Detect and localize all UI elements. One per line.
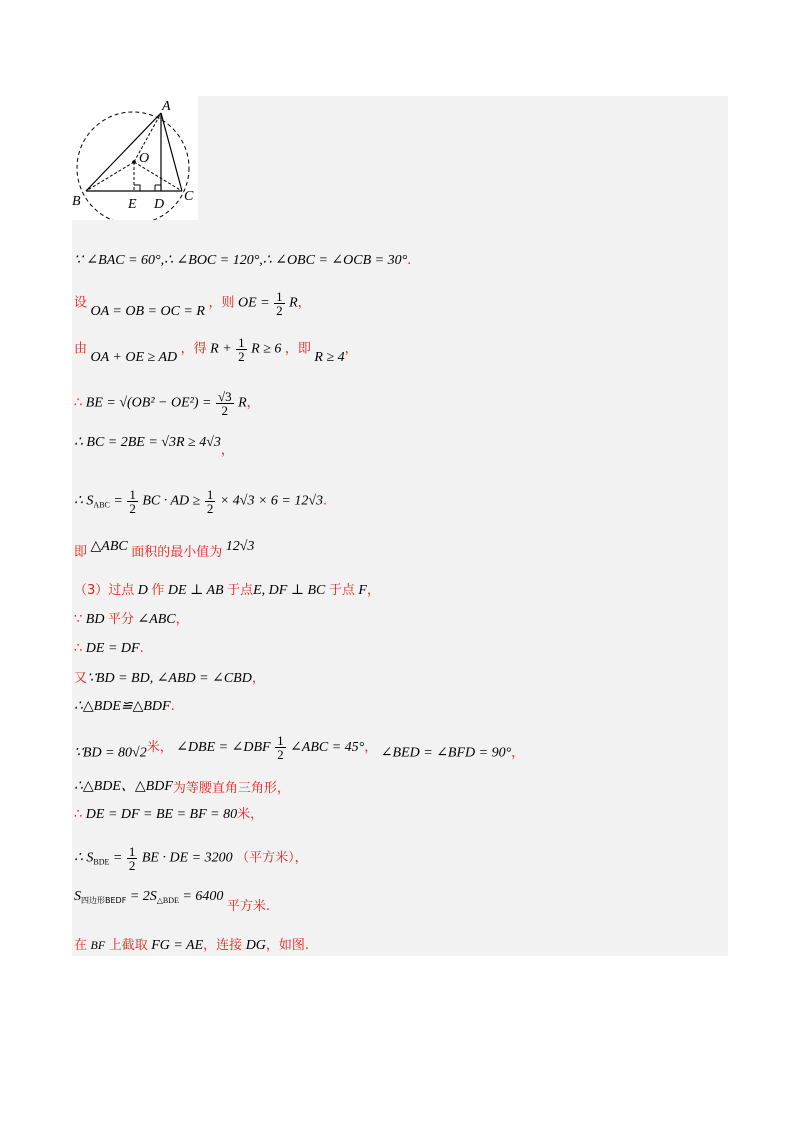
label-c: C: [184, 189, 194, 204]
math-eq: =: [113, 493, 123, 509]
punct: ，: [246, 395, 260, 411]
frac-den: 2: [238, 349, 245, 364]
math-r: R: [238, 395, 247, 411]
punct: .: [170, 699, 175, 714]
punct: ，: [344, 341, 358, 357]
frac-den: 2: [206, 501, 214, 516]
math-r-ge-6: R ≥ 6: [251, 341, 282, 357]
punct: ，: [297, 295, 311, 311]
line-congruence-conditions: [74, 670, 265, 688]
math-e-df-perp-bc: E, DF ⊥ BC: [253, 583, 326, 598]
math-bd: BD: [85, 612, 105, 627]
frac-den: 2: [276, 303, 283, 318]
math-f: F: [358, 583, 367, 598]
text-pingfen: 平分: [107, 612, 134, 627]
text-zai: 在: [74, 938, 88, 953]
frac-num: 1: [129, 487, 136, 502]
line-be: [74, 390, 260, 417]
frac-num: 1: [206, 487, 214, 502]
line-area: [74, 488, 327, 515]
label-e: E: [128, 197, 137, 212]
line-angle-relations: [74, 252, 411, 270]
text-min-area: 面积的最小值为: [131, 545, 223, 560]
text-yu-dian-2: 于点: [328, 583, 355, 598]
math-bd-80sqrt2: ∵BD = 80√2: [74, 745, 147, 761]
line-area-quadrilateral: [74, 888, 271, 914]
line-construction: [74, 936, 309, 955]
frac-num: 1: [276, 289, 283, 304]
frac-den: 2: [277, 747, 284, 762]
text-yu-dian: 于点: [227, 583, 254, 598]
text-mi: 米，: [146, 739, 173, 755]
math-eq: =: [112, 850, 123, 866]
math-be: BE = √(OB² − OE²) =: [85, 395, 212, 411]
math-2s: = 2S: [129, 889, 157, 904]
frac-den: 2: [129, 501, 136, 516]
math-oa-ob-oc: OA = OB = OC = R: [90, 303, 205, 319]
math-de-eq-df: DE = DF: [85, 641, 140, 656]
subscript-quadrilateral: 四边形BEDF: [81, 896, 127, 905]
text-she: 设: [74, 295, 88, 311]
side-ac: [161, 113, 182, 191]
punct: ，: [366, 583, 380, 598]
punct: ，: [364, 739, 378, 755]
text-zuo: 作: [151, 583, 165, 598]
label-b: B: [72, 194, 81, 209]
math-s: S: [74, 889, 81, 904]
text-you: 由: [74, 341, 88, 357]
math-angles: ∵ ∠BAC = 60°,∴ ∠BOC = 120°,∴ ∠OBC = ∠OCB = 30°: [74, 253, 408, 268]
math-3200: BE · DE = 3200: [141, 850, 233, 866]
therefore-symbol: ∴: [74, 641, 83, 656]
text-you-also: 又: [74, 671, 88, 686]
subscript-bde: △BDE: [156, 896, 179, 905]
math-oa-oe-ad: OA + OE ≥ AD: [90, 349, 178, 365]
math-bc: ∴ BC = 2BE = √3R ≥ 4√3: [74, 435, 221, 450]
line-area-bde: [74, 845, 308, 872]
line-congruent: [74, 698, 175, 716]
line-de-df: [74, 640, 144, 658]
math-bde-bdf: ∴△BDE、△BDF: [74, 779, 173, 794]
text-square-meters: （平方米），: [236, 850, 308, 866]
line-set-radius: [74, 290, 311, 317]
math-de-perp-ab: DE ⊥ AB: [167, 583, 224, 598]
fraction-half: [127, 845, 138, 872]
solution-panel: [72, 96, 728, 956]
math-d: D: [137, 583, 148, 598]
punct: ，: [220, 443, 234, 458]
text-ze: ，则: [208, 295, 235, 311]
because-symbol: ∵: [74, 612, 83, 627]
line-part3: [74, 582, 380, 600]
subscript-abc: ABC: [93, 500, 110, 510]
math-12sqrt3: 12√3: [225, 539, 255, 554]
frac-den: 2: [221, 403, 229, 418]
math-r: R: [289, 295, 298, 311]
line-equal-sides: [74, 806, 263, 824]
math-bc-ad: BC · AD ≥: [142, 493, 201, 509]
line-bd-length: [74, 733, 525, 767]
math-r-plus: R +: [210, 341, 232, 357]
text-part3: （3）过点: [74, 583, 135, 598]
text-isosceles-right: 为等腰直角三角形，: [172, 781, 290, 796]
frac-num: 1: [128, 844, 136, 859]
label-a: A: [162, 99, 171, 114]
line-isosceles: [74, 778, 290, 796]
punct: .: [139, 641, 144, 656]
math-45deg: ∠ABC = 45°: [290, 739, 365, 755]
fraction-half-2: [205, 488, 216, 515]
math-angle-abc: ∠ABC: [137, 612, 176, 627]
fraction-half: [274, 290, 285, 317]
math-oe: OE =: [237, 295, 270, 311]
fraction-half: [275, 734, 286, 761]
therefore-symbol: ∴: [74, 395, 83, 411]
line-inequality: [74, 336, 358, 363]
label-d: D: [154, 197, 165, 212]
frac-num: 1: [277, 733, 284, 748]
text-rutu: ，如图.: [265, 938, 310, 953]
label-o: O: [139, 151, 150, 166]
math-bd-angles: ∵BD = BD, ∠ABD = ∠CBD: [87, 671, 252, 686]
text-mi: 米，: [237, 807, 264, 822]
text-square-meters: 平方米.: [226, 899, 271, 914]
frac-num: √3: [217, 389, 232, 404]
math-sides-80: DE = DF = BE = BF = 80: [85, 807, 238, 822]
math-dbe-dbf: ∠DBE = ∠DBF: [176, 739, 271, 755]
text-lianjie: ，连接: [203, 938, 243, 953]
therefore-symbol: ∴: [74, 807, 83, 822]
frac-num: 1: [238, 335, 245, 350]
center-point-o: [132, 160, 136, 164]
punct: ，: [251, 671, 265, 686]
text-jiequ: 上截取: [108, 938, 148, 953]
circle-triangle-diagram: [72, 96, 198, 220]
fraction-sqrt3-2: [216, 390, 234, 417]
math-result: × 4√3 × 6 = 12√3: [219, 493, 324, 509]
text-ji: 即: [74, 545, 88, 560]
punct: .: [323, 493, 328, 509]
right-angle-e: [134, 185, 140, 191]
fraction-half: [236, 336, 247, 363]
fraction-half: [127, 488, 138, 515]
math-dg: DG: [245, 938, 266, 953]
math-r-ge-4: R ≥ 4: [314, 349, 345, 365]
math-triangle-abc: △ABC: [90, 539, 128, 554]
text-ji: ，即: [284, 341, 311, 357]
geometry-figure: [72, 96, 198, 220]
math-congruent-triangles: ∴△BDE≌△BDF: [74, 699, 171, 714]
math-s: ∴ S: [74, 493, 94, 509]
punct: .: [407, 253, 412, 268]
punct: ，: [511, 745, 525, 761]
math-90deg: ∠BED = ∠BFD = 90°: [380, 745, 512, 761]
line-bisector: [74, 611, 189, 629]
math-s: ∴ S: [74, 850, 94, 866]
math-bf: BF: [90, 938, 106, 952]
math-fg-ae: FG = AE: [151, 938, 204, 953]
subscript-bde: BDE: [93, 857, 110, 867]
line-min-area: [74, 538, 255, 560]
frac-den: 2: [128, 858, 136, 873]
text-de: ，得: [180, 341, 207, 357]
line-bc: [74, 434, 234, 458]
punct: ，: [175, 612, 189, 627]
math-6400: = 6400: [182, 889, 224, 904]
